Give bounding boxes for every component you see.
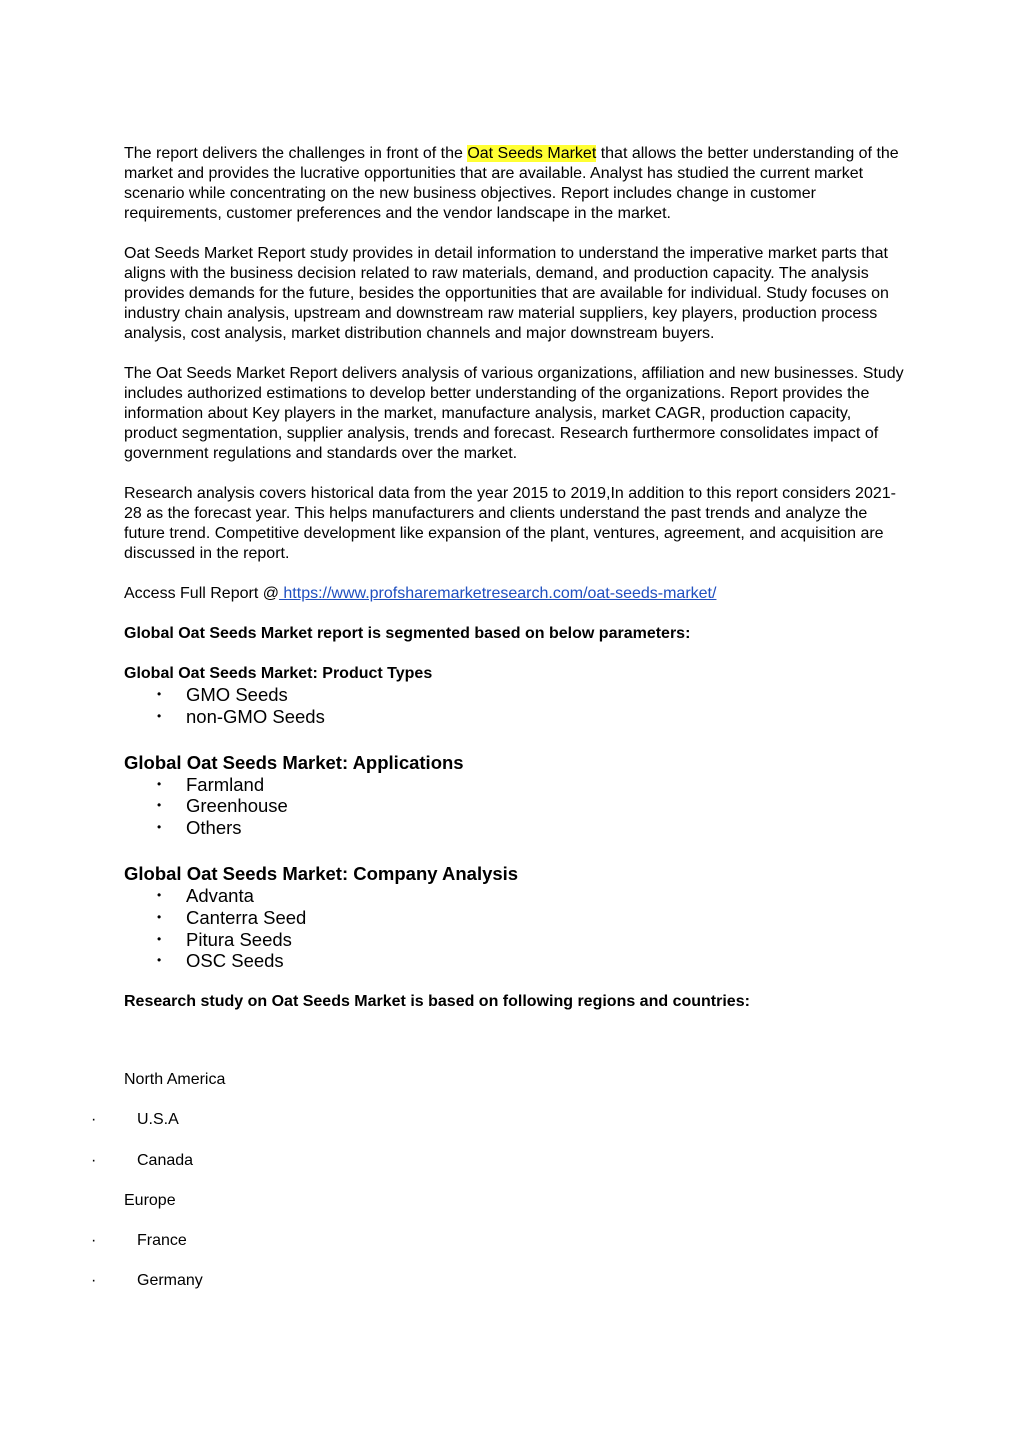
country-item-canada [91,1151,491,1171]
list-item [124,795,904,817]
region-north-america: North America [124,1071,226,1088]
list-item [124,907,904,929]
bullet-icon: • [157,687,162,701]
country-label: Germany [137,1272,203,1289]
intro-text-end: that allows the better understanding of the market and provides the lucrative opportunities that are available. Analyst has studied the current market scenario while concentrating on the new business objectives. Report includes change in customer requirements, customer preferences and the vendor landscape in the market. [124,145,899,222]
bullet-icon: · [91,1111,97,1128]
list-item-label: OSC Seeds [186,950,284,972]
bullet-icon: • [157,798,162,813]
study-paragraph: Oat Seeds Market Report study provides in detail information to understand the imperative market parts that aligns with the business decision related to raw materials, demand, and production capacity. The analysis provides demands for the future, besides the opportunities that are available for individual. Study focuses on industry chain analysis, upstream and downstream raw material suppliers, key players, production process analysis, cost analysis, market distribution channels and major downstream buyers. [124,245,889,342]
bullet-icon: · [91,1232,97,1249]
access-report-line [124,584,904,604]
list-item-label: Greenhouse [186,795,288,817]
list-item [124,706,904,728]
list-item [124,684,904,706]
bullet-icon: • [157,931,162,946]
bullet-icon: · [91,1272,97,1289]
intro-paragraph [124,144,904,224]
list-item [124,950,904,972]
company-analysis-heading: Global Oat Seeds Market: Company Analysis [124,862,519,884]
intro-text-start: The report delivers the challenges in front of the [124,145,468,162]
list-item-label: Pitura Seeds [186,928,292,950]
list-item [124,885,904,907]
bullet-icon: • [157,887,162,902]
bullet-icon: • [157,820,162,835]
bullet-icon: · [91,1152,97,1169]
organizations-paragraph: The Oat Seeds Market Report delivers analysis of various organizations, affiliation and new businesses. Study includes authorized estimations to develop better understanding of the organizations. Report provides the information about Key players in the market, manufacture analysis, market CAGR, production capacity, product segmentation, supplier analysis, trends and forecast. Research furthermore consolidates impact of government regulations and standards over the market. [124,365,904,462]
access-report-label: Access Full Report @ [124,585,279,602]
segmentation-heading: Global Oat Seeds Market report is segmented based on below parameters: [124,625,691,642]
list-item-label: Canterra Seed [186,906,307,928]
applications-heading: Global Oat Seeds Market: Applications [124,751,464,773]
bullet-icon: • [157,909,162,924]
country-label: U.S.A [137,1111,179,1128]
highlighted-market-name: Oat Seeds Market [467,145,597,162]
regions-heading: Research study on Oat Seeds Market is based on following regions and countries: [124,993,750,1011]
country-item-germany [91,1271,491,1291]
country-label: France [137,1232,187,1249]
list-item [124,929,904,951]
list-item-label: GMO Seeds [186,684,288,705]
report-link[interactable]: https://www.profsharemarketresearch.com/oat-seeds-market/ [278,585,717,602]
list-item-label: non-GMO Seeds [186,705,325,727]
list-item-label: Advanta [186,884,254,906]
product-types-heading: Global Oat Seeds Market: Product Types [124,665,433,682]
country-item-usa [91,1110,491,1130]
list-item-label: Others [186,817,242,839]
list-item-label: Farmland [186,773,265,795]
list-item [124,774,904,796]
historical-data-paragraph: Research analysis covers historical data from the year 2015 to 2019,In addition to this report considers 2021-28 as the forecast year. This helps manufacturers and clients understand the past trends and analyze the future trend. Competitive development like expansion of the plant, ventures, agreement, and acquisition are discussed in the report. [124,485,896,562]
bullet-icon: • [157,776,162,791]
region-europe: Europe [124,1192,176,1209]
country-label: Canada [137,1152,194,1169]
document-body [124,144,904,1032]
list-item [124,817,904,839]
bullet-icon: • [157,953,162,968]
country-item-france [91,1231,491,1251]
companies-list [124,885,904,972]
applications-list [124,774,904,839]
product-types-list [124,684,904,728]
bullet-icon: • [157,708,162,723]
